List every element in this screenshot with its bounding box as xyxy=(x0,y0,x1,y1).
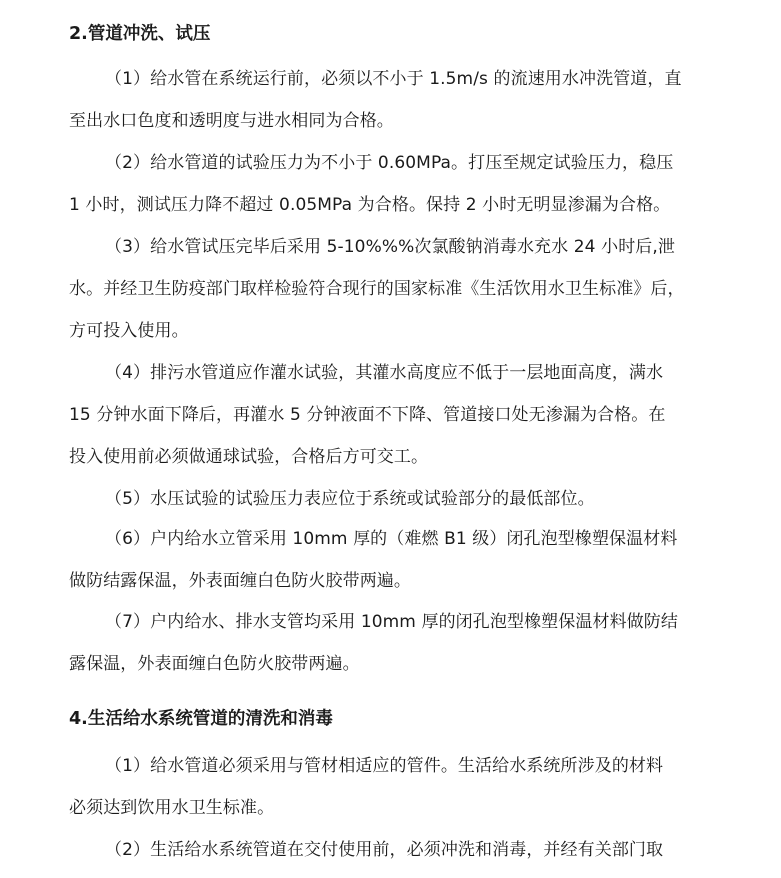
section-heading: 4.生活给水系统管道的清洗和消毒 xyxy=(69,709,333,729)
paragraph xyxy=(69,829,721,871)
paragraph-line: （7）户内给水、排水支管均采用 10mm 厚的闭孔泡型橡塑保温材料做防结 xyxy=(105,612,678,632)
paragraph xyxy=(69,352,721,478)
section-heading: 2.管道冲洗、试压 xyxy=(69,24,211,44)
paragraph-line: （6）户内给水立管采用 10mm 厚的（难燃 B1 级）闭孔泡型橡塑保温材料 xyxy=(105,529,678,549)
paragraph-line: 投入使用前必须做通球试验，合格后方可交工。 xyxy=(69,447,429,467)
paragraph-line: 1 小时，测试压力降不超过 0.05MPa 为合格。保持 2 小时无明显渗漏为合格。 xyxy=(69,195,671,215)
paragraph-line: （5）水压试验的试验压力表应位于系统或试验部分的最低部位。 xyxy=(105,489,595,509)
paragraph-line: 水。并经卫生防疫部门取样检验符合现行的国家标准《生活饮用水卫生标准》后， xyxy=(69,279,685,299)
paragraph-line: 方可投入使用。 xyxy=(69,321,189,341)
paragraph xyxy=(69,601,721,685)
paragraph-line: 15 分钟水面下降后，再灌水 5 分钟液面不下降、管道接口处无渗漏为合格。在 xyxy=(69,405,666,425)
paragraph-line: 至出水口色度和透明度与进水相同为合格。 xyxy=(69,111,394,131)
paragraph xyxy=(69,745,721,829)
paragraph xyxy=(69,142,721,226)
paragraph-line: 露保温，外表面缠白色防火胶带两遍。 xyxy=(69,654,360,674)
paragraph-line: （3）给水管试压完毕后采用 5-10%%%次氯酸钠消毒水充水 24 小时后,泄 xyxy=(105,237,676,257)
paragraph-line: （4）排污水管道应作灌水试验，其灌水高度应不低于一层地面高度，满水 xyxy=(105,363,664,383)
paragraph-line: （1）给水管在系统运行前，必须以不小于 1.5m/s 的流速用水冲洗管道，直 xyxy=(105,69,682,89)
paragraph-line: （1）给水管道必须采用与管材相适应的管件。生活给水系统所涉及的材料 xyxy=(105,756,664,776)
paragraph-line: 必须达到饮用水卫生标准。 xyxy=(69,798,275,818)
paragraph xyxy=(69,58,721,142)
paragraph-line: （2）给水管道的试验压力为不小于 0.60MPa。打压至规定试验压力，稳压 xyxy=(105,153,674,173)
paragraph-line: （2）生活给水系统管道在交付使用前，必须冲洗和消毒，并经有关部门取 xyxy=(105,840,664,860)
paragraph xyxy=(69,226,721,352)
paragraph xyxy=(69,478,721,520)
paragraph xyxy=(69,518,721,602)
paragraph-line: 做防结露保温，外表面缠白色防火胶带两遍。 xyxy=(69,571,411,591)
